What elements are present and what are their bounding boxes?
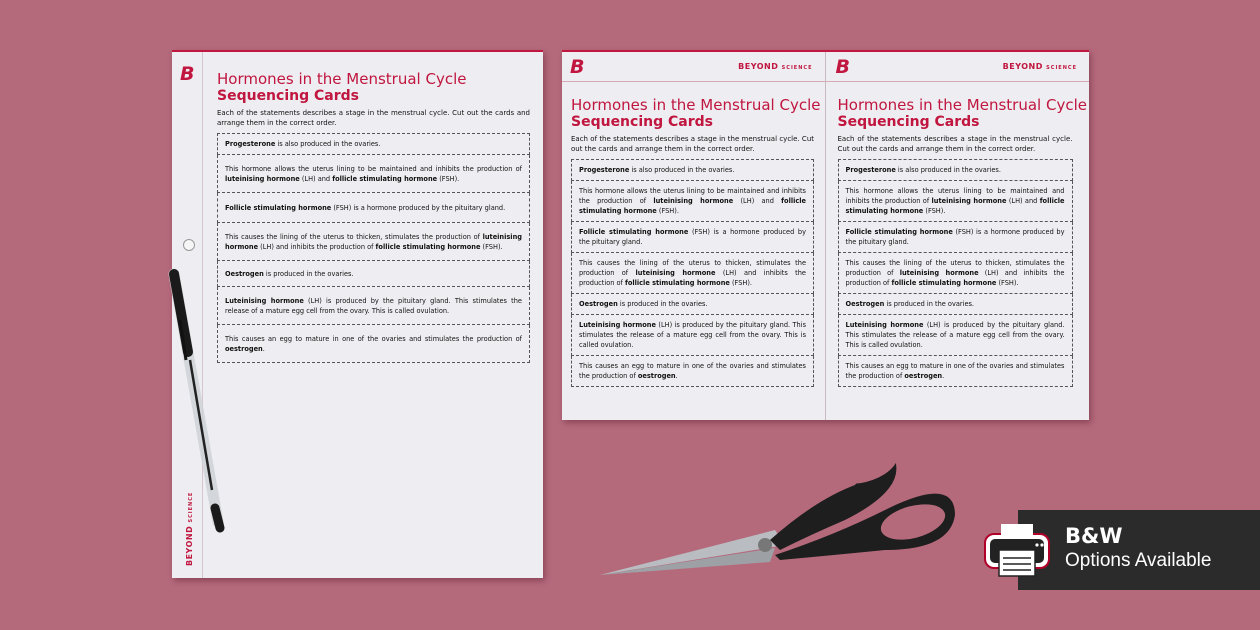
card-text: oestrogen	[225, 344, 263, 353]
card-list	[838, 159, 1073, 387]
card-text: .	[675, 372, 678, 380]
card-text: Oestrogen	[845, 300, 885, 308]
card-text: Progesterone	[845, 166, 896, 174]
card-text: Follicle stimulating hormone	[845, 228, 953, 236]
card-text: luteinising hormone	[225, 174, 300, 183]
sequencing-card[interactable]	[571, 222, 814, 253]
card-text: Progesterone	[225, 140, 276, 148]
page-header	[826, 52, 1090, 82]
card-text: (LH) and	[299, 174, 333, 183]
sequencing-card[interactable]	[217, 155, 530, 193]
beyond-logo-icon: B	[570, 56, 585, 78]
bw-options-badge: B&W Options Available	[1018, 510, 1260, 590]
card-text: follicle stimulating hormone	[579, 197, 806, 215]
worksheet-content	[837, 96, 1087, 387]
card-text: luteinising hormone	[225, 232, 522, 251]
beyond-logo-icon: B	[180, 63, 195, 85]
sequencing-card[interactable]	[838, 222, 1073, 253]
sequencing-card[interactable]	[217, 223, 530, 261]
card-text: luteinising hormone	[931, 197, 1007, 205]
card-text: (LH) and	[1006, 197, 1040, 205]
sequencing-card[interactable]	[217, 261, 530, 287]
worksheet-subtitle: Sequencing Cards	[837, 114, 980, 130]
sequencing-card[interactable]	[217, 133, 530, 155]
card-text: This causes the lining of the uterus to thicken, stimulates the production of	[579, 259, 806, 277]
card-text: This causes the lining of the uterus to thicken, stimulates the production of	[845, 259, 1065, 277]
card-text: luteinising hormone	[653, 197, 734, 205]
card-text: Oestrogen	[579, 300, 618, 308]
card-text: Progesterone	[579, 166, 630, 174]
card-text: (FSH) is a hormone produced by the pituitary gland.	[845, 228, 1065, 246]
worksheet-instructions: Each of the statements describes a stage in the menstrual cycle. Cut out the cards and arrange them in the correct order.	[217, 109, 530, 127]
scissors	[595, 430, 965, 580]
card-text: follicle stimulating hormone	[845, 197, 1065, 215]
worksheet-subtitle: Sequencing Cards	[217, 88, 359, 104]
card-text: This hormone allows the uterus lining to be maintained and inhibits the production of	[579, 187, 806, 205]
card-text: This hormone allows the uterus lining to be maintained and inhibits the production of	[845, 187, 1065, 205]
card-text: Luteinising hormone	[225, 296, 304, 305]
sequencing-card[interactable]	[217, 325, 530, 363]
card-text: is produced in the ovaries.	[263, 269, 354, 278]
sequencing-card[interactable]	[571, 181, 814, 222]
card-text: follicle stimulating hormone	[375, 242, 481, 251]
card-text: Oestrogen	[225, 269, 264, 278]
card-text: (FSH).	[923, 207, 946, 215]
worksheet-instructions: Each of the statements describes a stage in the menstrual cycle. Cut out the cards and arrange them in the correct order.	[571, 135, 814, 153]
sequencing-card[interactable]	[571, 315, 814, 356]
card-text: (LH) is produced by the pituitary gland. This stimulates the release of a mature egg cell from the ovary. This is called ovulation.	[225, 296, 522, 315]
card-text: (FSH) is a hormone produced by the pituitary gland.	[579, 228, 806, 246]
worksheet-title: Hormones in the Menstrual Cycle	[571, 96, 821, 114]
card-text: follicle stimulating hormone	[891, 279, 997, 287]
worksheet-instructions: Each of the statements describes a stage in the menstrual cycle. Cut out the cards and arrange them in the correct order.	[837, 135, 1073, 153]
card-text: (FSH).	[656, 207, 679, 215]
card-list	[217, 133, 530, 363]
card-text: (LH) is produced by the pituitary gland. This stimulates the release of a mature egg cell from the ovary. This is called ovulation.	[579, 321, 806, 349]
card-text: oestrogen	[637, 372, 676, 380]
card-text: is produced in the ovaries.	[617, 300, 708, 308]
sequencing-card[interactable]	[838, 294, 1073, 315]
sequencing-card[interactable]	[838, 159, 1073, 181]
sequencing-card[interactable]	[571, 159, 814, 181]
card-text: luteinising hormone	[899, 269, 979, 277]
card-text: This causes an egg to mature in one of the ovaries and stimulates the production of	[225, 334, 522, 343]
worksheet-subtitle: Sequencing Cards	[571, 114, 713, 130]
pen	[160, 260, 240, 540]
beyond-logo-icon: B	[835, 56, 850, 78]
card-text: This causes the lining of the uterus to thicken, stimulates the production of	[225, 232, 483, 241]
card-text: Luteinising hormone	[579, 321, 656, 329]
worksheet-title: Hormones in the Menstrual Cycle	[217, 70, 467, 88]
card-text: .	[262, 344, 265, 353]
card-text: (FSH).	[729, 279, 753, 287]
card-text: This hormone allows the uterus lining to be maintained and inhibits the production of	[225, 164, 522, 173]
card-text: (LH) is produced by the pituitary gland. This stimulates the release of a mature egg cell from the ovary. This is called ovulation.	[845, 321, 1065, 349]
brand-vertical: BEYOND SCIENCE	[185, 491, 194, 566]
sequencing-card[interactable]	[571, 356, 814, 387]
sequencing-card[interactable]	[838, 356, 1073, 387]
brand-label: BEYOND SCIENCE	[1002, 62, 1077, 71]
card-text: This causes an egg to mature in one of the ovaries and stimulates the production of	[579, 362, 806, 380]
printer-icon	[982, 520, 1054, 580]
card-text: Follicle stimulating hormone	[579, 228, 689, 236]
card-text: (LH) and inhibits the production of	[579, 269, 806, 287]
card-text: is also produced in the ovaries.	[629, 166, 735, 174]
card-text: (LH) and inhibits the production of	[258, 242, 376, 251]
a5-booklet	[562, 50, 1089, 420]
card-text: is also produced in the ovaries.	[895, 166, 1001, 174]
card-text: (LH) and inhibits the production of	[845, 269, 1065, 287]
worksheet-content	[571, 96, 821, 387]
sequencing-card[interactable]	[838, 181, 1073, 222]
sequencing-card[interactable]	[571, 294, 814, 315]
card-text: (FSH).	[437, 174, 460, 183]
card-list	[571, 159, 814, 387]
sequencing-card[interactable]	[571, 253, 814, 294]
worksheet-content	[217, 70, 530, 363]
card-text: follicle stimulating hormone	[624, 279, 730, 287]
sequencing-card[interactable]	[838, 315, 1073, 356]
card-text: This causes an egg to mature in one of the ovaries and stimulates the production of	[845, 362, 1065, 380]
card-text: (FSH) is a hormone produced by the pituitary gland.	[331, 203, 506, 212]
card-text: (FSH).	[480, 242, 503, 251]
sequencing-card[interactable]	[838, 253, 1073, 294]
card-text: oestrogen	[904, 372, 943, 380]
card-text: is produced in the ovaries.	[884, 300, 975, 308]
sequencing-card[interactable]	[217, 287, 530, 325]
card-text: (FSH).	[996, 279, 1019, 287]
punch-hole	[183, 239, 195, 251]
card-text: (LH) and	[733, 197, 782, 205]
card-text: Luteinising hormone	[845, 321, 924, 329]
booklet-page-right	[826, 52, 1090, 420]
brand-label: BEYOND SCIENCE	[738, 62, 813, 71]
card-text: luteinising hormone	[635, 269, 716, 277]
booklet-page-left	[562, 52, 826, 420]
sequencing-card[interactable]	[217, 193, 530, 223]
worksheet-title: Hormones in the Menstrual Cycle	[837, 96, 1087, 114]
page-header	[562, 52, 825, 82]
card-text: follicle stimulating hormone	[332, 174, 438, 183]
card-text: .	[942, 372, 945, 380]
card-text: Follicle stimulating hormone	[225, 203, 332, 212]
card-text: is also produced in the ovaries.	[275, 140, 381, 148]
